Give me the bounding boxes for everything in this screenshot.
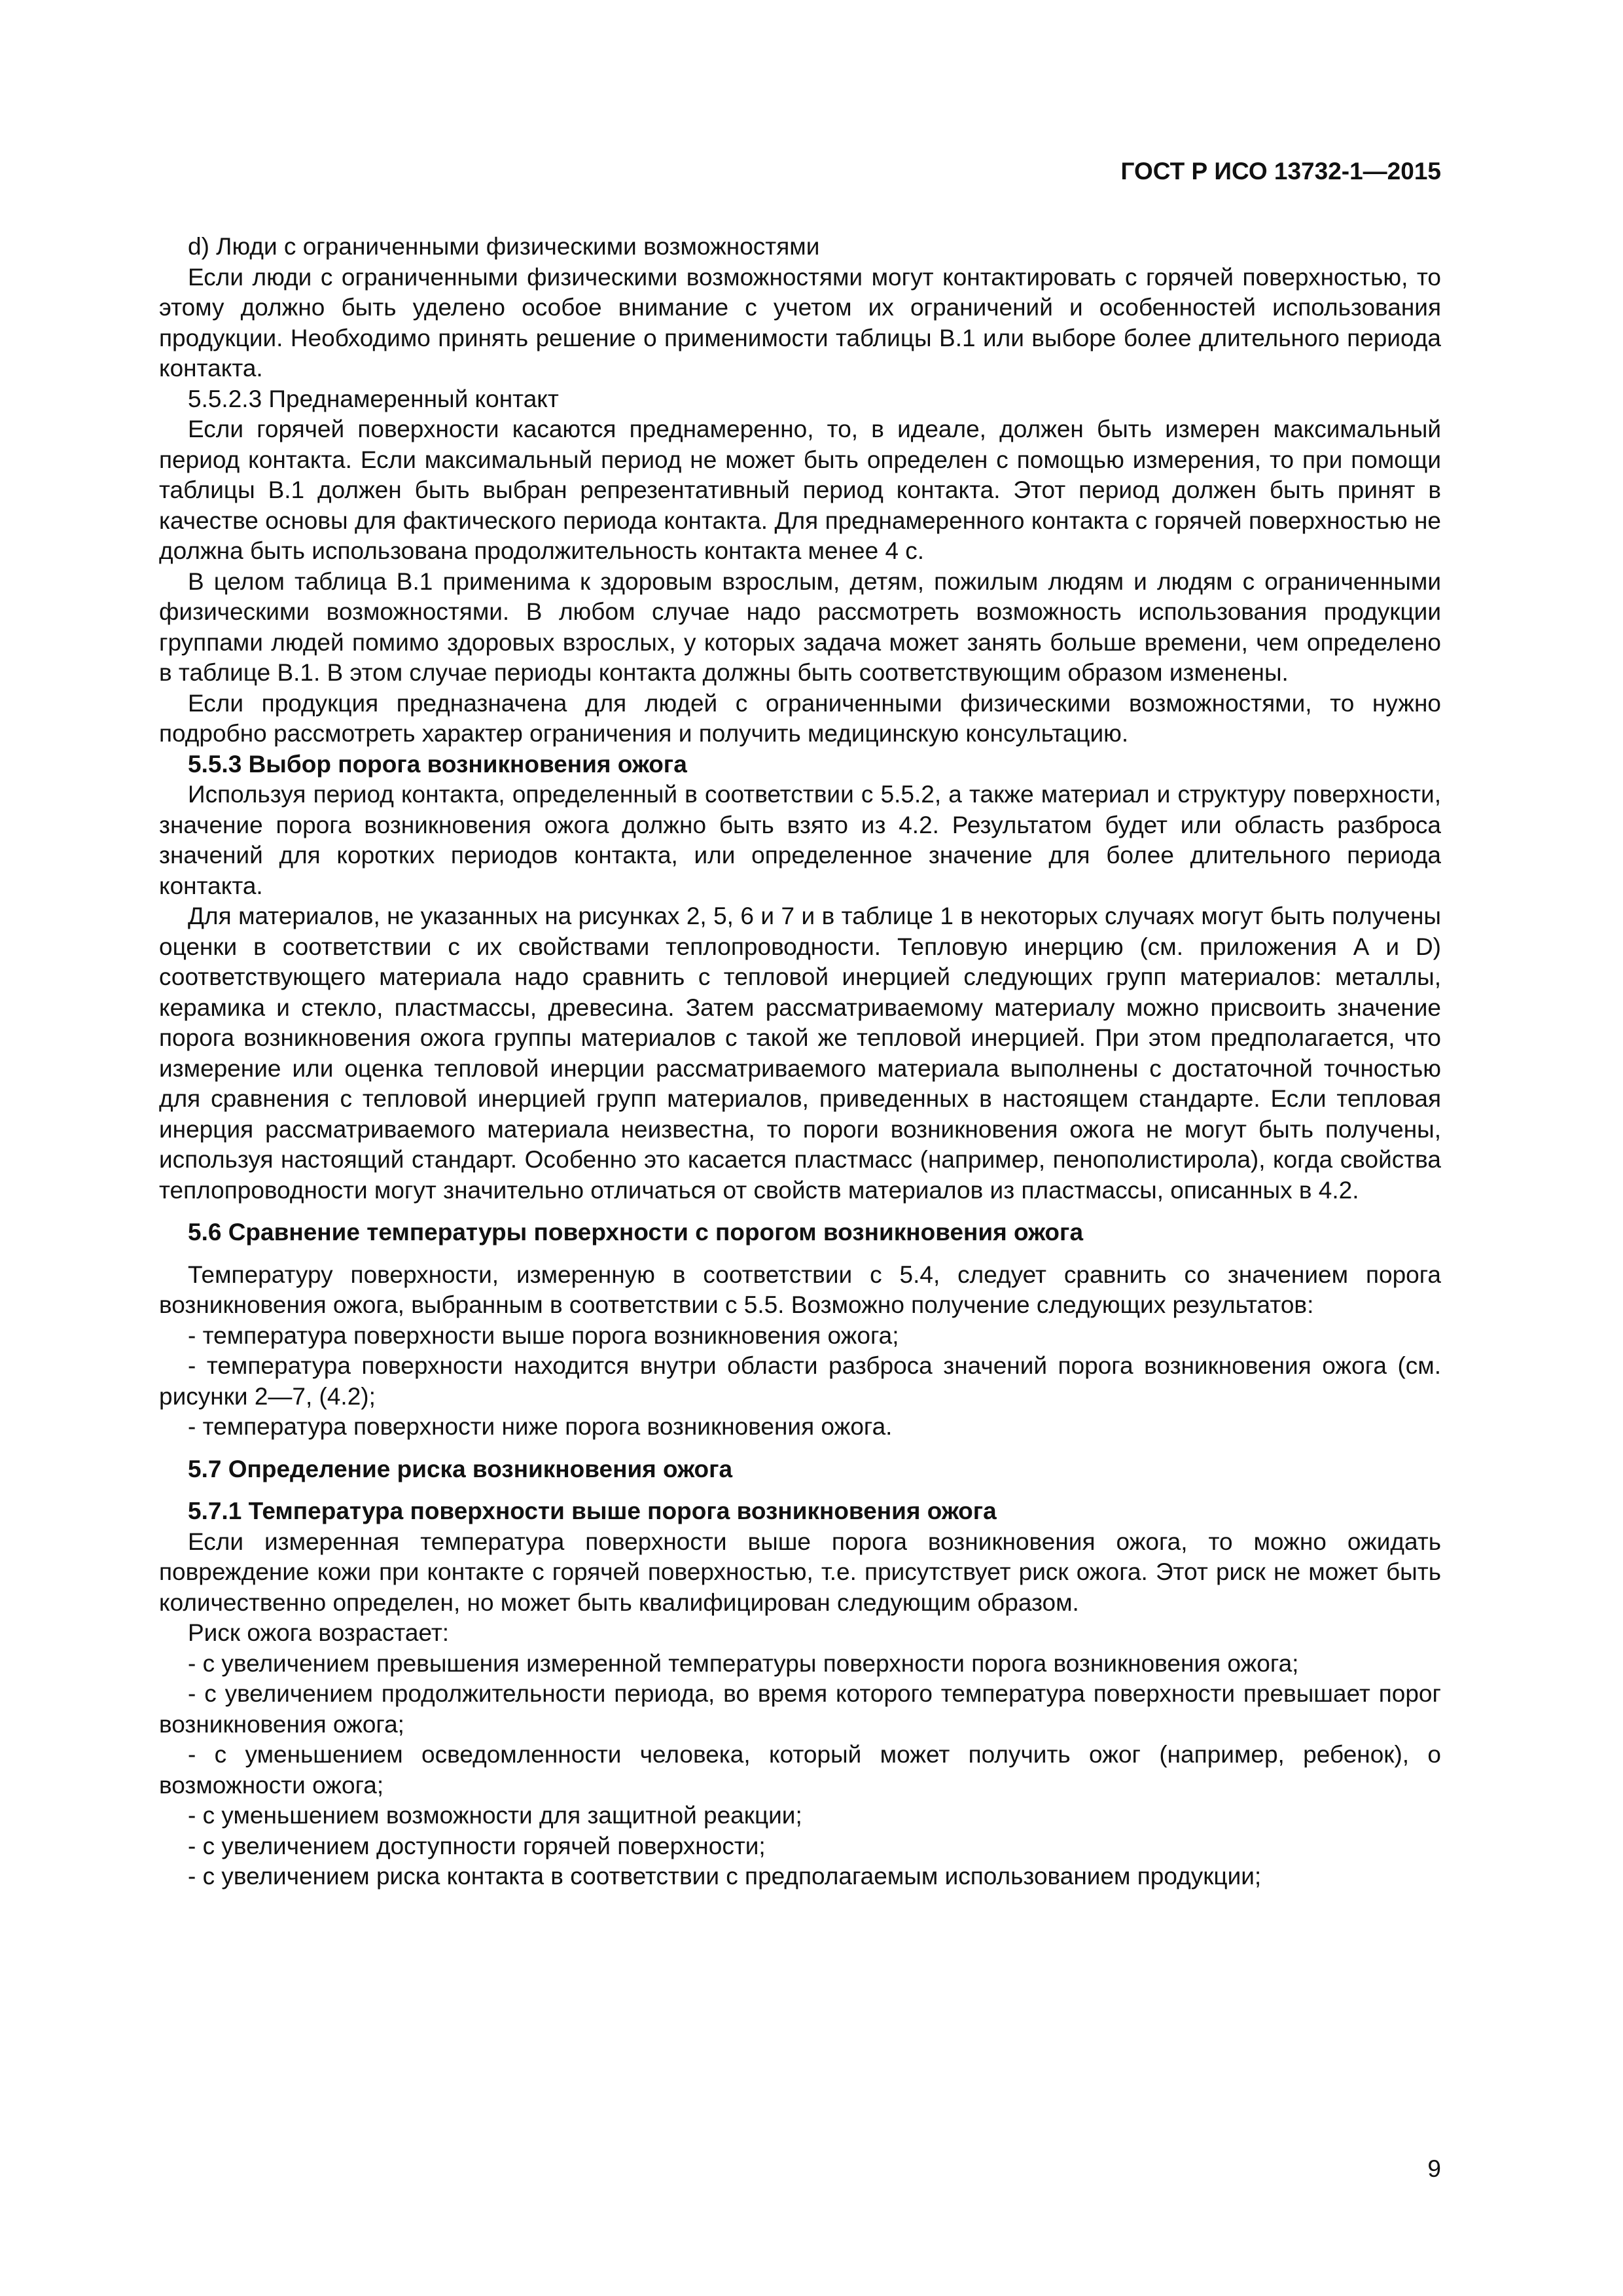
document-body bbox=[159, 232, 1441, 1892]
list-item: - с увеличением продолжительности периода, во время которого температура поверхности превышает порог возникновения ожога; bbox=[159, 1680, 1441, 1738]
list-item: - с увеличением превышения измеренной температуры поверхности порога возникновения ожога; bbox=[188, 1649, 1299, 1677]
body-paragraph: Если люди с ограниченными физическими возможностями могут контактировать с горячей поверхностью, то этому должно быть уделено особое внимание с учетом их ограничений и особенностей использования продукции. Необходимо принять решение о применимости таблицы B.1 или выборе более длительного периода контакта. bbox=[159, 263, 1441, 382]
body-paragraph: В целом таблица B.1 применима к здоровым взрослым, детям, пожилым людям и людям с ограниченными физическими возможностями. В любом случае надо рассмотреть возможность использования продукции группами людей помимо здоровых взрослых, у которых задача может занять больше времени, чем определено в таблице B.1. В этом случае периоды контакта должны быть соответствующим образом изменены. bbox=[159, 567, 1441, 686]
list-item: - с уменьшением возможности для защитной реакции; bbox=[188, 1802, 802, 1829]
body-paragraph: Используя период контакта, определенный в соответствии с 5.5.2, а также материал и структуру поверхности, значение порога возникновения ожога должно быть взято из 4.2. Результатом будет или область разброса значений для коротких периодов контакта, или определенное значение для более длительного периода контакта. bbox=[159, 781, 1441, 899]
list-item: - с уменьшением осведомленности человека, который может получить ожог (например, ребенок), о возможности ожога; bbox=[159, 1741, 1441, 1799]
body-paragraph: Если измеренная температура поверхности выше порога возникновения ожога, то можно ожидать повреждение кожи при контакте с горячей поверхностью, т.е. присутствует риск ожога. Этот риск не может быть количественно определен, но может быть квалифицирован следующим образом. bbox=[159, 1528, 1441, 1616]
section-heading-5-6: 5.6 Сравнение температуры поверхности с порогом возникновения ожога bbox=[188, 1219, 1084, 1246]
section-heading-5-5-3: 5.5.3 Выбор порога возникновения ожога bbox=[188, 750, 687, 778]
body-paragraph: Риск ожога возрастает: bbox=[188, 1619, 450, 1646]
list-item: - с увеличением доступности горячей поверхности; bbox=[188, 1832, 766, 1859]
list-item: - температура поверхности ниже порога возникновения ожога. bbox=[188, 1413, 893, 1440]
body-paragraph: Для материалов, не указанных на рисунках 2, 5, 6 и 7 и в таблице 1 в некоторых случаях могут быть получены оценки в соответствии с их свойствами теплопроводности. Тепловую инерцию (см. приложения А и D) соответствующего материала надо сравнить с тепловой инерцией следующих групп материалов: металлы, керамика и стекло, пластмассы, древесина. Затем рассматриваемому материалу можно присвоить значение порога возникновения ожога группы материалов с такой же тепловой инерцией. При этом предполагается, что измерение или оценка тепловой инерции рассматриваемого материала выполнены с достаточной точностью для сравнения с тепловой инерцией групп материалов, приведенных в настоящем стандарте. Если тепловая инерция рассматриваемого материала неизвестна, то пороги возникновения ожога не могут быть получены, используя настоящий стандарт. Особенно это касается пластмасс (например, пенополистирола), когда свойства теплопроводности могут значительно отличаться от свойств материалов из пластмассы, описанных в 4.2. bbox=[159, 903, 1441, 1204]
list-item: - температура поверхности выше порога возникновения ожога; bbox=[188, 1321, 899, 1349]
body-paragraph: Если продукция предназначена для людей с ограниченными физическими возможностями, то нужно подробно рассмотреть характер ограничения и получить медицинскую консультацию. bbox=[159, 689, 1441, 747]
section-heading-5-7: 5.7 Определение риска возникновения ожога bbox=[188, 1455, 733, 1482]
page-number: 9 bbox=[1427, 2155, 1441, 2182]
document-code-header: ГОСТ Р ИСО 13732-1—2015 bbox=[1120, 158, 1441, 185]
list-item: - с увеличением риска контакта в соответствии с предполагаемым использованием продукции; bbox=[188, 1863, 1262, 1890]
list-item: - температура поверхности находится внутри области разброса значений порога возникновения ожога (см. рисунки 2—7, (4.2); bbox=[159, 1352, 1441, 1410]
subsection-heading-5-5-2-3: 5.5.2.3 Преднамеренный контакт bbox=[188, 385, 559, 412]
list-item-d-heading: d) Люди с ограниченными физическими возможностями bbox=[188, 233, 820, 260]
section-heading-5-7-1: 5.7.1 Температура поверхности выше порога возникновения ожога bbox=[188, 1498, 997, 1524]
body-paragraph: Температуру поверхности, измеренную в соответствии с 5.4, следует сравнить со значением порога возникновения ожога, выбранным в соответствии с 5.5. Возможно получение следующих результатов: bbox=[159, 1261, 1441, 1318]
body-paragraph: Если горячей поверхности касаются преднамеренно, то, в идеале, должен быть измерен максимальный период контакта. Если максимальный период не может быть определен с помощью измерения, то при помощи таблицы B.1 должен быть выбран репрезентативный период контакта. Этот период должен быть принят в качестве основы для фактического периода контакта. Для преднамеренного контакта с горячей поверхностью не должна быть использована продолжительность контакта менее 4 с. bbox=[159, 416, 1441, 564]
